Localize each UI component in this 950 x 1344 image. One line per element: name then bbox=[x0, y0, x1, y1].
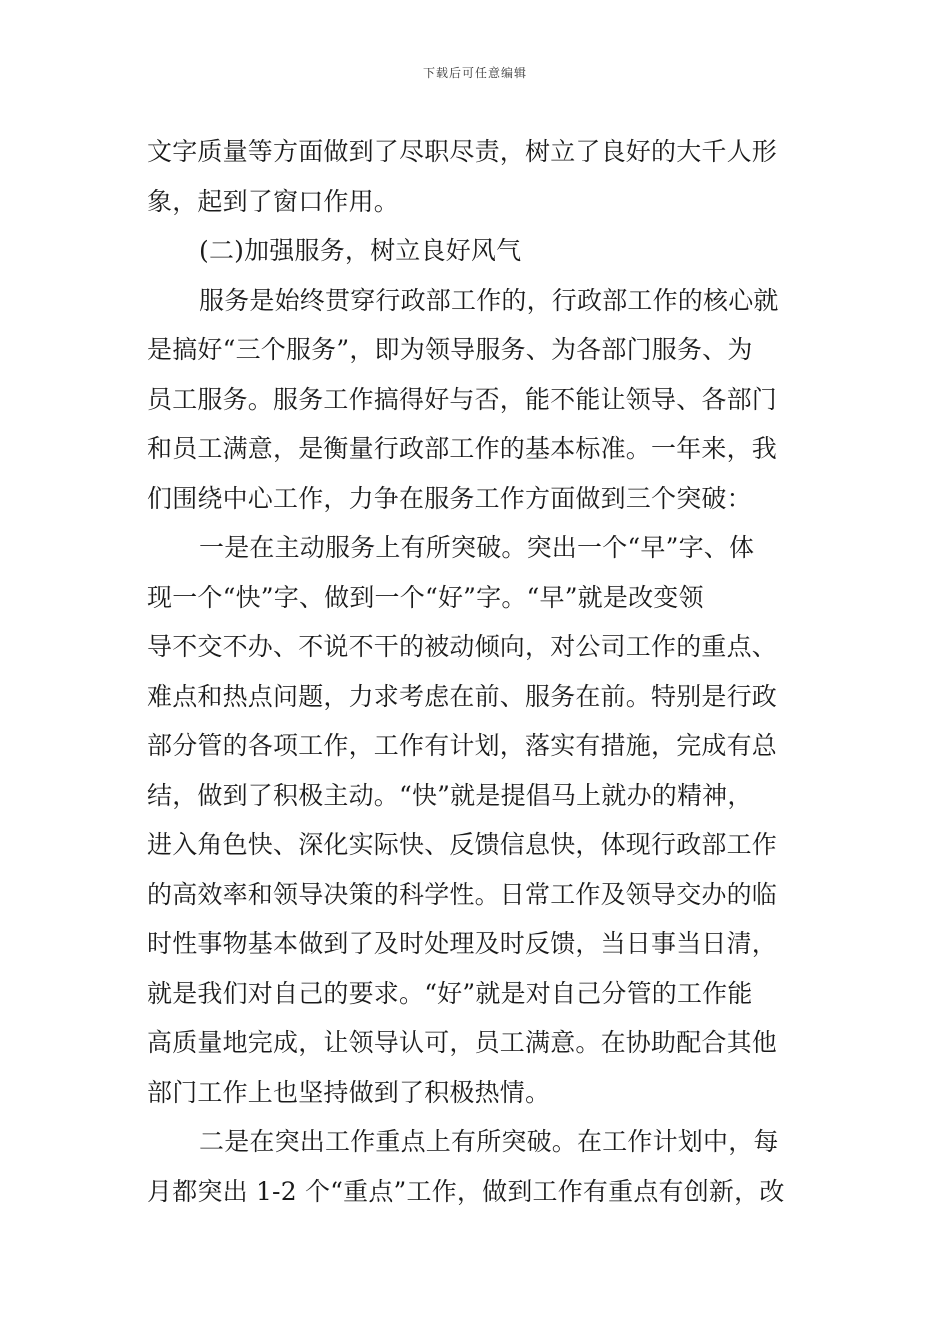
paragraph-line: 部门工作上也坚持做到了积极热情。 bbox=[147, 1077, 551, 1107]
paragraph-line: 难点和热点问题，力求考虑在前、服务在前。特别是行政 bbox=[147, 681, 778, 711]
paragraph-first-line: 一是在主动服务上有所突破。突出一个“早”字、体 bbox=[199, 533, 755, 562]
paragraph-first-line: (二)加强服务，树立良好风气 bbox=[199, 236, 522, 265]
page-header: 下载后可任意编辑 bbox=[422, 66, 527, 80]
paragraph-line: 员工服务。服务工作搞得好与否，能不能让领导、各部门 bbox=[147, 384, 778, 414]
paragraph-line: 和员工满意，是衡量行政部工作的基本标准。一年来，我 bbox=[147, 434, 778, 463]
paragraph-line: 就是我们对自己的要求。“好”就是对自己分管的工作能 bbox=[147, 978, 753, 1008]
paragraph-line: 结，做到了积极主动。“快”就是提倡马上就办的精神， bbox=[147, 780, 753, 810]
paragraph-line: 的高效率和领导决策的科学性。日常工作及领导交办的临 bbox=[147, 879, 778, 909]
paragraph-line: 现一个“快”字、做到一个“好”字。“早”就是改变领 bbox=[147, 582, 704, 612]
paragraph-line: 导不交不办、不说不干的被动倾向，对公司工作的重点、 bbox=[147, 632, 778, 661]
paragraph-line: 象，起到了窗口作用。 bbox=[147, 186, 400, 216]
paragraph-first-line: 二是在突出工作重点上有所突破。在工作计划中，每 bbox=[199, 1127, 779, 1156]
paragraph-line: 文字质量等方面做到了尽职尽责，树立了良好的大千人形 bbox=[147, 137, 778, 166]
paragraph-line: 们围绕中心工作，力争在服务工作方面做到三个突破： bbox=[147, 483, 752, 513]
paragraph-line: 进入角色快、深化实际快、反馈信息快，体现行政部工作 bbox=[147, 830, 778, 859]
paragraph-line: 时性事物基本做到了及时处理及时反馈，当日事当日清， bbox=[147, 929, 778, 958]
paragraph-line: 高质量地完成，让领导认可，员工满意。在协助配合其他 bbox=[147, 1028, 778, 1057]
paragraph-first-line: 服务是始终贯穿行政部工作的，行政部工作的核心就 bbox=[199, 285, 779, 315]
paragraph-line: 是搞好“三个服务”，即为领导服务、为各部门服务、为 bbox=[147, 335, 753, 364]
paragraph-line: 部分管的各项工作，工作有计划，落实有措施，完成有总 bbox=[147, 731, 778, 760]
paragraph-line: 月都突出 1-2 个“重点”工作，做到工作有重点有创新，改 bbox=[147, 1176, 785, 1206]
document-body bbox=[147, 127, 807, 1216]
